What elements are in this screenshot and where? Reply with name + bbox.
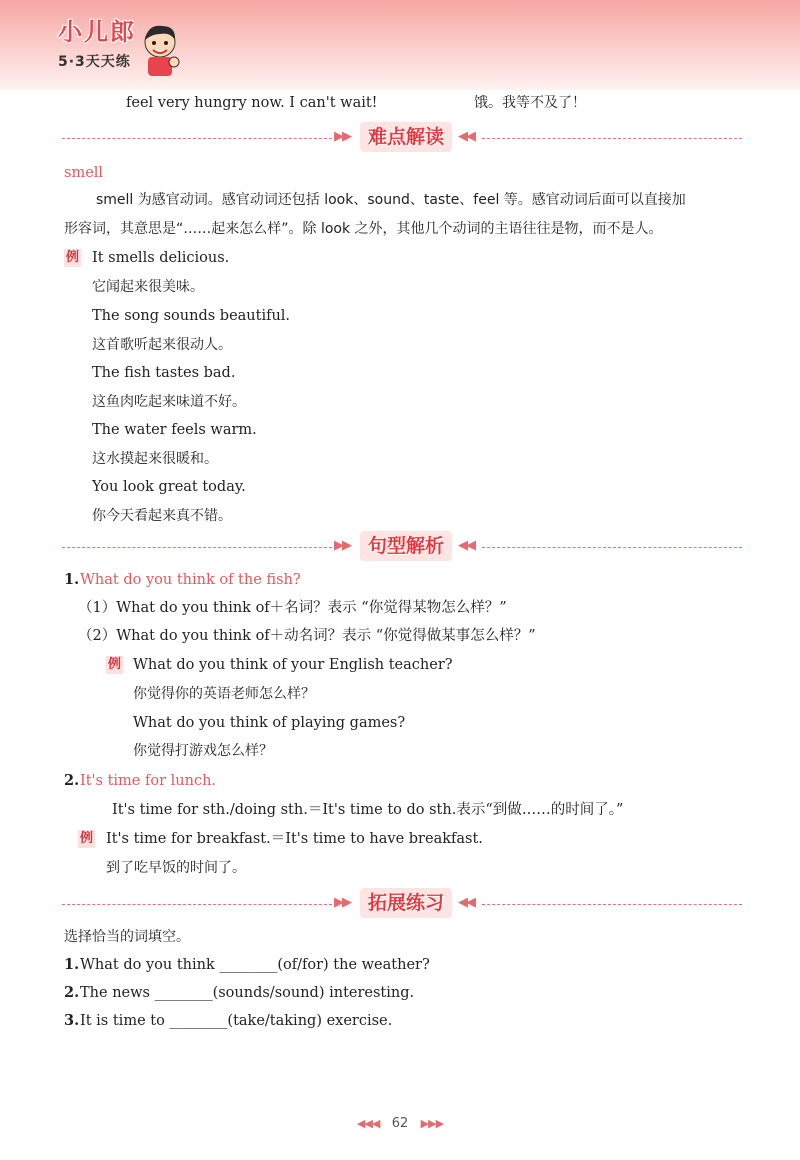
question-number: 1.: [64, 956, 80, 973]
page-footer: [0, 1116, 800, 1131]
item1-rule-2: （2）What do you think of＋动名词？表示 “你觉得做某事怎么样？”: [78, 628, 536, 644]
section-title-difficult: 难点解读: [360, 122, 452, 152]
section-title-sentence: 句型解析: [360, 531, 452, 561]
arrow-right-icon: ▶▶: [334, 895, 350, 910]
item1-rule-1: （1）What do you think of＋名词？表示 “你觉得某物怎么样？”: [78, 600, 507, 616]
continuation-english: feel very hungry now. I can't wait!: [126, 95, 378, 111]
example-zh: 你觉得你的英语老师怎么样？: [133, 686, 315, 702]
question-text: The news ________(sounds/sound) interesting.: [80, 985, 415, 1001]
section-divider-practice: [62, 888, 742, 922]
arrow-left-icon: ◀◀: [458, 895, 474, 910]
brand-name: 小儿郎: [58, 18, 136, 46]
item2-title: It's time for lunch.: [80, 773, 217, 789]
page-number: 62: [391, 1116, 409, 1131]
arrow-right-icon: ▶▶: [334, 129, 350, 144]
example-en: You look great today.: [92, 479, 246, 495]
example-zh: 这鱼肉吃起来味道不好。: [92, 394, 246, 410]
explanation-line-1: smell 为感官动词。感官动词还包括 look、sound、taste、feel 等。感官动词后面可以直接加: [96, 192, 686, 208]
continuation-chinese: 饿。我等不及了！: [474, 95, 586, 111]
example-en: It smells delicious.: [92, 250, 230, 266]
example-zh: 这水摸起来很暖和。: [92, 451, 218, 467]
section-title-practice: 拓展练习: [360, 888, 452, 918]
question-text: It is time to ________(take/taking) exercise.: [80, 1013, 393, 1029]
brand-logo: [58, 12, 136, 71]
arrow-left-icon: ◀◀: [458, 129, 474, 144]
section-divider-difficult: [62, 122, 742, 156]
example-en: What do you think of playing games?: [133, 715, 406, 731]
prev-arrows-icon: ◀◀◀: [356, 1117, 380, 1130]
question-number: 3.: [64, 1012, 80, 1029]
question-text: What do you think ________(of/for) the weather?: [80, 957, 430, 973]
item-number: 1.: [64, 571, 80, 588]
example-en: What do you think of your English teacher?: [133, 657, 453, 673]
question-number: 2.: [64, 984, 80, 1001]
keyword-smell: smell: [64, 165, 104, 181]
next-arrows-icon: ▶▶▶: [420, 1117, 444, 1130]
example-zh: 它闻起来很美味。: [92, 279, 204, 295]
example-en: The song sounds beautiful.: [92, 308, 291, 324]
item2-rule: It's time for sth./doing sth.＝It's time to do sth.表示“到做……的时间了。”: [112, 802, 624, 818]
example-zh: 这首歌听起来很动人。: [92, 337, 232, 353]
example-tag: 例: [107, 657, 121, 672]
example-zh: 你今天看起来真不错。: [92, 508, 232, 524]
section-divider-sentence: [62, 531, 742, 565]
item1-title: What do you think of the fish?: [80, 572, 301, 588]
example-tag: 例: [79, 831, 93, 846]
example-zh: 到了吃早饭的时间了。: [106, 860, 246, 876]
example-zh: 你觉得打游戏怎么样？: [133, 743, 273, 759]
arrow-left-icon: ◀◀: [458, 538, 474, 553]
explanation-line-2: 形容词，其意思是“……起来怎么样”。除 look 之外，其他几个动词的主语往往是物，而不是人。: [64, 221, 663, 237]
example-en: It's time for breakfast.＝It's time to have breakfast.: [106, 831, 483, 847]
example-en: The fish tastes bad.: [92, 365, 236, 381]
item-number: 2.: [64, 772, 80, 789]
practice-instruction: 选择恰当的词填空。: [64, 929, 190, 945]
series-name: 5·3天天练: [58, 54, 131, 70]
example-tag: 例: [65, 250, 79, 265]
mascot-boy-icon: [138, 22, 182, 78]
arrow-right-icon: ▶▶: [334, 538, 350, 553]
example-en: The water feels warm.: [92, 422, 257, 438]
